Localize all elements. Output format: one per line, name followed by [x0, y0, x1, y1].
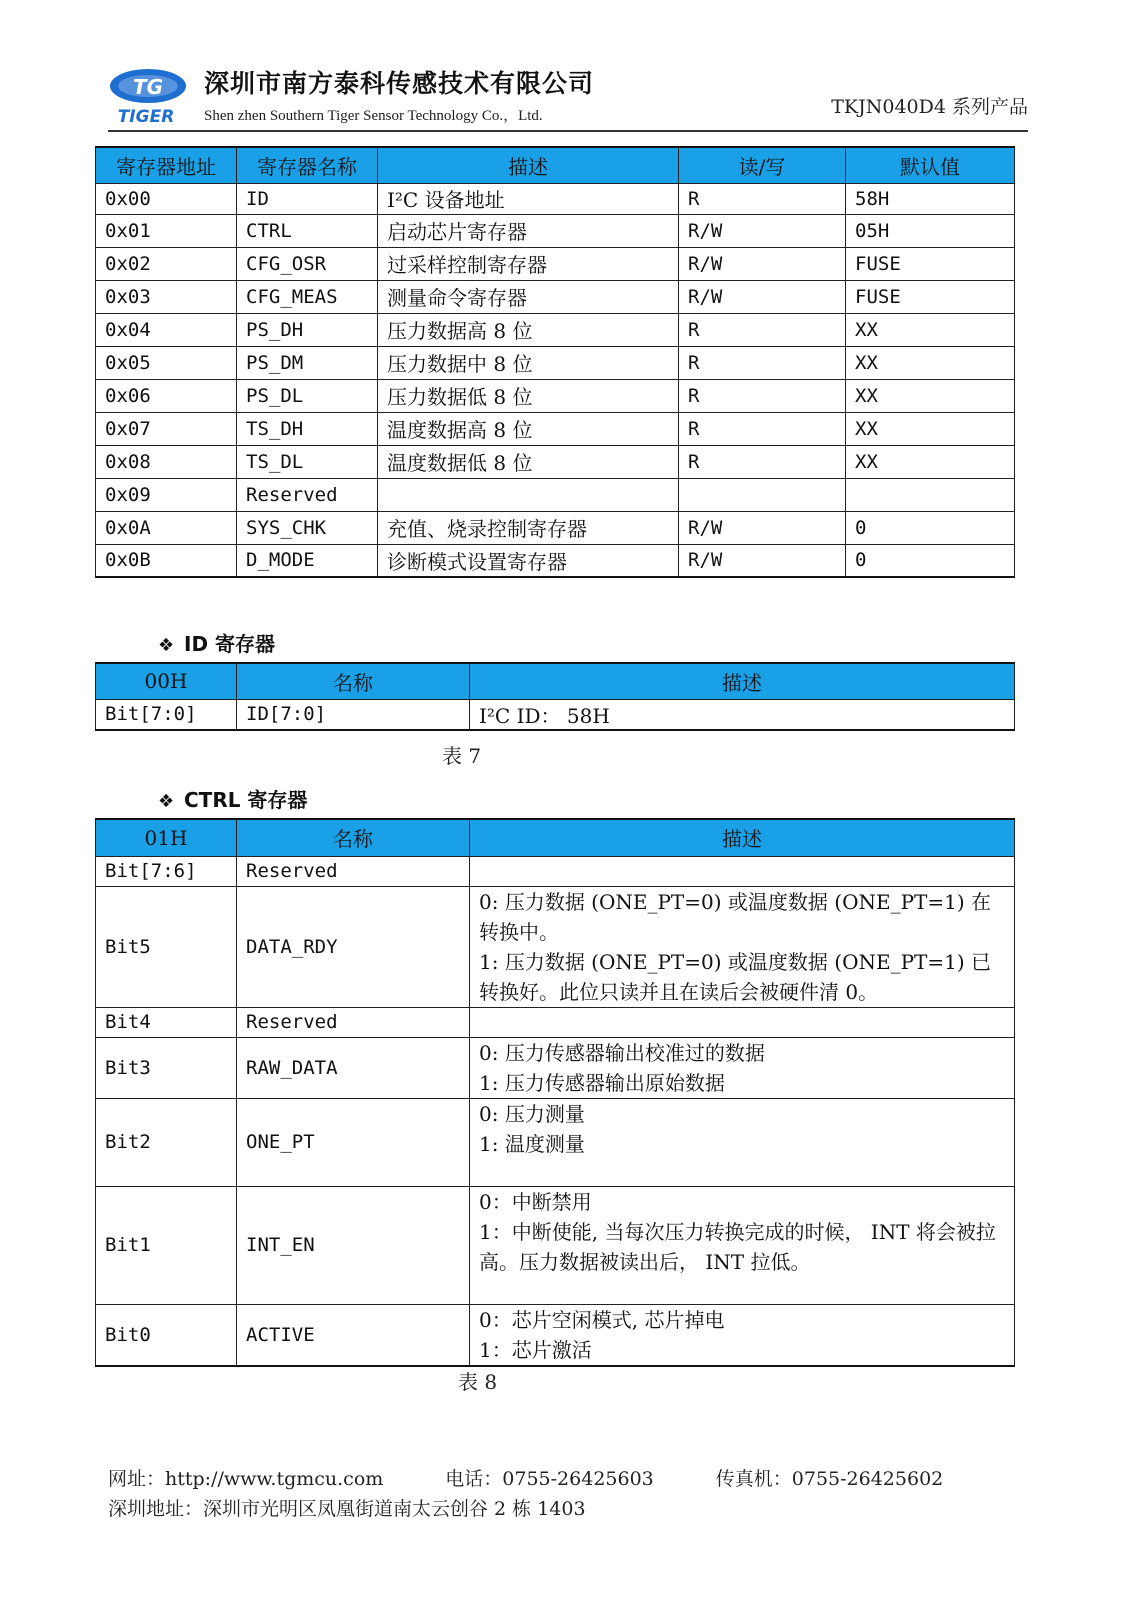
diamond-bullet-icon: ❖ — [158, 635, 175, 656]
desc-cell — [470, 1304, 1015, 1366]
name-cell: CFG_MEAS — [237, 280, 378, 313]
desc-cell: I²C 设备地址 — [378, 183, 679, 214]
svg-text:TIGER: TIGER — [117, 107, 175, 126]
footer-contact — [108, 1464, 943, 1491]
ctrl-register-title: ❖ CTRL 寄存器 — [158, 788, 308, 812]
address-cell: 0x0A — [96, 511, 237, 544]
table-row — [96, 445, 1015, 478]
desc-cell: 诊断模式设置寄存器 — [378, 544, 679, 577]
column-header: 01H — [96, 819, 237, 856]
default-cell: XX — [846, 379, 1015, 412]
header-divider — [108, 130, 1028, 132]
desc-cell: I²C ID： 58H — [470, 699, 1015, 730]
column-header: 读/写 — [679, 147, 846, 183]
table-row — [96, 856, 1015, 886]
name-cell: SYS_CHK — [237, 511, 378, 544]
rw-cell: R — [679, 313, 846, 346]
default-cell: XX — [846, 313, 1015, 346]
desc-cell: 温度数据低 8 位 — [378, 445, 679, 478]
column-header: 描述 — [470, 663, 1015, 699]
table-row — [96, 1304, 1015, 1366]
desc-cell — [470, 886, 1015, 1007]
table-row — [96, 544, 1015, 577]
table-row — [96, 699, 1015, 730]
ctrl-register-table — [95, 818, 1015, 1367]
bit-cell: Bit5 — [96, 886, 237, 1007]
column-header: 寄存器地址 — [96, 147, 237, 183]
rw-cell: R — [679, 183, 846, 214]
name-cell: CFG_OSR — [237, 247, 378, 280]
desc-cell — [470, 1007, 1015, 1037]
address-cell: 0x04 — [96, 313, 237, 346]
name-cell: D_MODE — [237, 544, 378, 577]
column-header: 描述 — [378, 147, 679, 183]
name-cell: Reserved — [237, 478, 378, 511]
name-cell: TS_DL — [237, 445, 378, 478]
address-cell: 0x03 — [96, 280, 237, 313]
svg-text:TG: TG — [132, 75, 164, 99]
address-cell: 0x05 — [96, 346, 237, 379]
column-header: 名称 — [237, 663, 470, 699]
footer-phone: 电话：0755-26425603 — [445, 1468, 654, 1490]
desc-cell: 压力数据低 8 位 — [378, 379, 679, 412]
name-cell: DATA_RDY — [237, 886, 470, 1007]
bit-cell: Bit2 — [96, 1098, 237, 1186]
desc-cell — [470, 856, 1015, 886]
default-cell: 05H — [846, 214, 1015, 247]
bit-cell: Bit1 — [96, 1186, 237, 1304]
desc-cell: 温度数据高 8 位 — [378, 412, 679, 445]
table-row — [96, 1186, 1015, 1304]
id-register-table — [95, 662, 1015, 731]
default-cell: 0 — [846, 511, 1015, 544]
default-cell: FUSE — [846, 280, 1015, 313]
id-register-title: ❖ ID 寄存器 — [158, 632, 276, 656]
bit-cell: Bit[7:6] — [96, 856, 237, 886]
name-cell: ID[7:0] — [237, 699, 470, 730]
table-row — [96, 478, 1015, 511]
bit-cell: Bit4 — [96, 1007, 237, 1037]
rw-cell: R/W — [679, 544, 846, 577]
product-series: TKJN040D4 系列产品 — [831, 96, 1028, 118]
default-cell: XX — [846, 412, 1015, 445]
rw-cell: R/W — [679, 280, 846, 313]
default-cell — [846, 478, 1015, 511]
table-row — [96, 379, 1015, 412]
table-caption: 表 8 — [458, 1370, 498, 1394]
name-cell: Reserved — [237, 1007, 470, 1037]
address-cell: 0x01 — [96, 214, 237, 247]
default-cell: XX — [846, 445, 1015, 478]
address-cell: 0x06 — [96, 379, 237, 412]
page-header — [108, 60, 1028, 132]
address-cell: 0x02 — [96, 247, 237, 280]
column-header: 描述 — [470, 819, 1015, 856]
bit-cell: Bit0 — [96, 1304, 237, 1366]
bit-cell: Bit3 — [96, 1037, 237, 1098]
name-cell: ONE_PT — [237, 1098, 470, 1186]
name-cell: CTRL — [237, 214, 378, 247]
address-cell: 0x07 — [96, 412, 237, 445]
name-cell: Reserved — [237, 856, 470, 886]
address-cell: 0x09 — [96, 478, 237, 511]
table-row — [96, 1037, 1015, 1098]
rw-cell: R — [679, 445, 846, 478]
desc-cell: 压力数据高 8 位 — [378, 313, 679, 346]
desc-line: 0：中断禁用 — [479, 1189, 592, 1214]
rw-cell: R — [679, 379, 846, 412]
column-header: 默认值 — [846, 147, 1015, 183]
desc-cell: 测量命令寄存器 — [378, 280, 679, 313]
rw-cell: R/W — [679, 214, 846, 247]
address-cell: 0x0B — [96, 544, 237, 577]
desc-cell: 过采样控制寄存器 — [378, 247, 679, 280]
desc-line: 1: 压力传感器输出原始数据 — [479, 1070, 725, 1095]
address-cell: 0x00 — [96, 183, 237, 214]
name-cell: INT_EN — [237, 1186, 470, 1304]
table-row — [96, 214, 1015, 247]
desc-cell — [470, 1186, 1015, 1304]
rw-cell — [679, 478, 846, 511]
name-cell: PS_DM — [237, 346, 378, 379]
address-cell: 0x08 — [96, 445, 237, 478]
table-row — [96, 313, 1015, 346]
table-row — [96, 1098, 1015, 1186]
desc-cell: 压力数据中 8 位 — [378, 346, 679, 379]
desc-cell — [378, 478, 679, 511]
register-map-table — [95, 146, 1015, 578]
column-header: 寄存器名称 — [237, 147, 378, 183]
name-cell: ACTIVE — [237, 1304, 470, 1366]
rw-cell: R — [679, 346, 846, 379]
desc-cell — [470, 1098, 1015, 1186]
desc-line: 0: 压力数据 (ONE_PT=0) 或温度数据 (ONE_PT=1) 在转换中。 — [479, 889, 992, 944]
default-cell: FUSE — [846, 247, 1015, 280]
column-header: 名称 — [237, 819, 470, 856]
bit-cell: Bit[7:0] — [96, 699, 237, 730]
rw-cell: R/W — [679, 511, 846, 544]
default-cell: 58H — [846, 183, 1015, 214]
table-row — [96, 1007, 1015, 1037]
tiger-logo-icon — [108, 64, 188, 126]
diamond-bullet-icon: ❖ — [158, 791, 175, 812]
desc-line: 1: 温度测量 — [479, 1131, 585, 1156]
desc-line: 0: 压力传感器输出校准过的数据 — [479, 1040, 765, 1065]
desc-line: 1：芯片激活 — [479, 1337, 592, 1362]
name-cell: PS_DH — [237, 313, 378, 346]
desc-line: 0: 压力测量 — [479, 1101, 585, 1126]
footer-website: 网址：http://www.tgmcu.com — [108, 1468, 384, 1490]
name-cell: ID — [237, 183, 378, 214]
table-row — [96, 183, 1015, 214]
column-header: 00H — [96, 663, 237, 699]
rw-cell: R/W — [679, 247, 846, 280]
table-caption: 表 7 — [442, 744, 482, 768]
name-cell: TS_DH — [237, 412, 378, 445]
desc-line: 1：中断使能, 当每次压力转换完成的时候， INT 将会被拉高。压力数据被读出后， INT 拉低。 — [479, 1219, 996, 1274]
footer-fax: 传真机：0755-26425602 — [715, 1468, 944, 1490]
rw-cell: R — [679, 412, 846, 445]
desc-line: 1: 压力数据 (ONE_PT=0) 或温度数据 (ONE_PT=1) 已转换好。此位只读并且在读后会被硬件清 0。 — [479, 949, 992, 1004]
table-row — [96, 511, 1015, 544]
desc-line: 0：芯片空闲模式, 芯片掉电 — [479, 1307, 725, 1332]
default-cell: XX — [846, 346, 1015, 379]
table-row — [96, 247, 1015, 280]
name-cell: RAW_DATA — [237, 1037, 470, 1098]
default-cell: 0 — [846, 544, 1015, 577]
desc-cell — [470, 1037, 1015, 1098]
table-row — [96, 346, 1015, 379]
table-row — [96, 412, 1015, 445]
company-name-en: Shen zhen Southern Tiger Sensor Technology Co.，Ltd. — [204, 108, 543, 124]
register-table-header — [96, 147, 1015, 183]
name-cell: PS_DL — [237, 379, 378, 412]
desc-cell: 启动芯片寄存器 — [378, 214, 679, 247]
footer-address: 深圳地址：深圳市光明区凤凰街道南太云创谷 2 栋 1403 — [108, 1498, 586, 1520]
table-row — [96, 886, 1015, 1007]
company-name-cn: 深圳市南方泰科传感技术有限公司 — [204, 69, 595, 98]
desc-cell: 充值、烧录控制寄存器 — [378, 511, 679, 544]
table-row — [96, 280, 1015, 313]
